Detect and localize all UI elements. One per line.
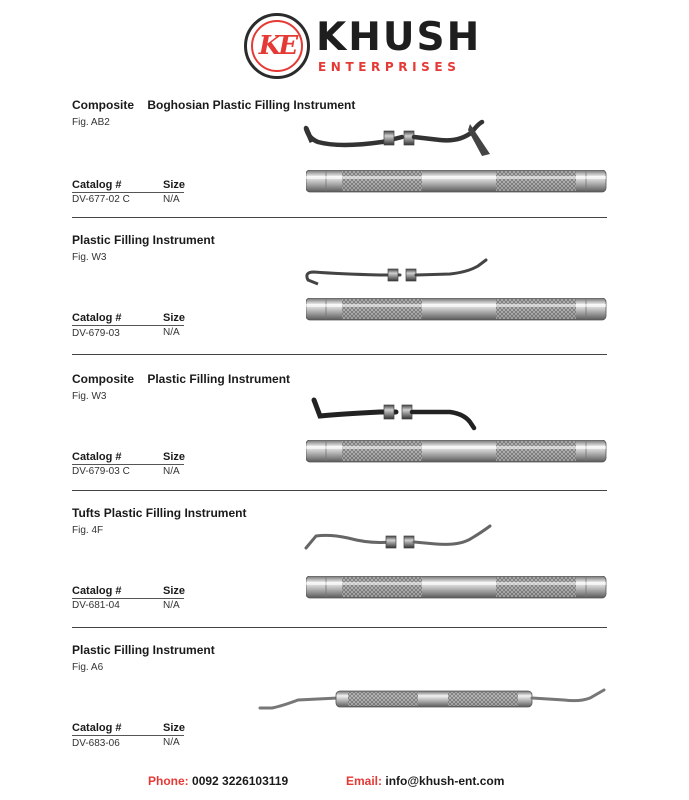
catalog-header: Catalog #: [72, 722, 122, 734]
catalog-header: Catalog #: [72, 585, 122, 597]
product-title: Plastic Filling Instrument: [72, 233, 215, 247]
product-figure: Fig. W3: [72, 252, 107, 263]
phone-label: Phone:: [148, 774, 189, 788]
tufts-4f-tip-icon: [300, 522, 500, 560]
size-value: N/A: [163, 194, 180, 205]
section-divider: [72, 354, 607, 355]
section-divider: [72, 490, 607, 491]
instrument-handle: [306, 298, 608, 322]
product-title: Plastic Filling Instrument: [72, 643, 215, 657]
brand-name: KHUSH: [316, 15, 482, 60]
size-value: N/A: [163, 737, 180, 748]
contact-footer: [0, 774, 689, 792]
size-header: Size: [163, 451, 186, 463]
product-figure: Fig. A6: [72, 662, 104, 673]
size-value: N/A: [163, 327, 180, 338]
size-header: Size: [163, 312, 186, 324]
catalog-number: DV-677-02 C: [72, 194, 130, 205]
size-value: N/A: [163, 466, 180, 477]
logo-emblem: [244, 13, 310, 79]
w3-composite-tip-icon: [300, 392, 490, 432]
catalog-number: DV-679-03 C: [72, 466, 130, 477]
size-header: Size: [163, 179, 186, 191]
product-title: Composite Plastic Filling Instrument: [72, 372, 291, 386]
size-value: N/A: [163, 600, 180, 611]
brand-logo: [244, 13, 664, 81]
brand-subtitle: ENTERPRISES: [318, 60, 461, 74]
catalog-number: DV-681-04: [72, 600, 120, 611]
catalog-number: DV-679-03: [72, 328, 120, 339]
email-contact: [346, 774, 504, 788]
section-divider: [72, 217, 607, 218]
size-header: Size: [163, 585, 186, 597]
a6-instrument-icon: [258, 688, 610, 714]
section-divider: [72, 627, 607, 628]
size-header: Size: [163, 722, 186, 734]
catalog-header: Catalog #: [72, 179, 122, 191]
email-address[interactable]: info@khush-ent.com: [385, 774, 505, 788]
instrument-handle: [306, 440, 608, 464]
product-figure: Fig. W3: [72, 391, 107, 402]
boghosian-tip-icon: [300, 110, 510, 160]
product-title: Tufts Plastic Filling Instrument: [72, 506, 247, 520]
catalog-header: Catalog #: [72, 451, 122, 463]
w3-tip-icon: [300, 256, 500, 292]
product-title: Composite Boghosian Plastic Filling Instrument: [72, 98, 356, 112]
catalog-number: DV-683-06: [72, 738, 120, 749]
instrument-handle: [306, 576, 608, 600]
logo-monogram: KE: [258, 31, 296, 61]
catalog-header: Catalog #: [72, 312, 122, 324]
product-figure: Fig. AB2: [72, 117, 110, 128]
instrument-handle: [306, 170, 608, 194]
email-label: Email:: [346, 774, 383, 788]
phone-contact: [148, 774, 288, 788]
product-figure: Fig. 4F: [72, 525, 104, 536]
phone-number[interactable]: 0092 3226103119: [192, 774, 289, 788]
